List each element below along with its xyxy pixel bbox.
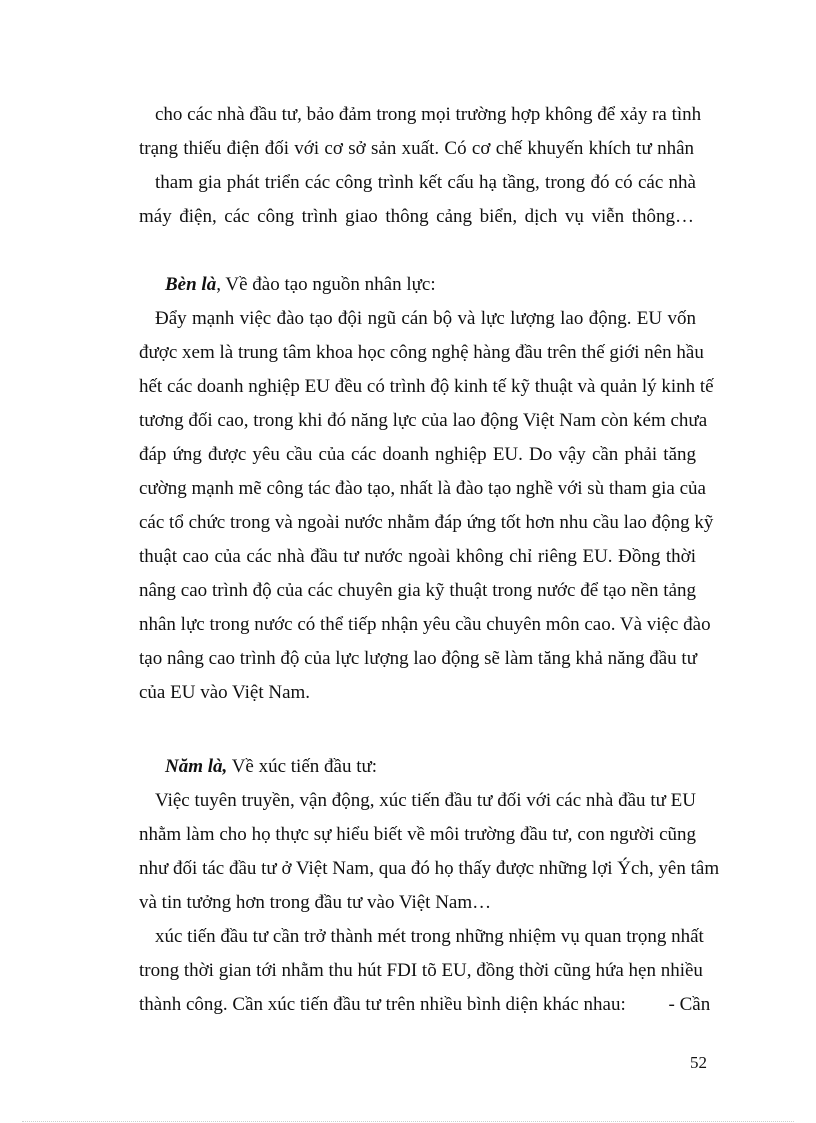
paragraph-line: tương đối cao, trong khi đó năng lực của lao động Việt Nam còn kém chưa bbox=[139, 410, 708, 431]
paragraph-line: nâng cao trình độ của các chuyên gia kỹ thuật trong nước để tạo nền tảng bbox=[139, 580, 696, 601]
section-heading-text: , Về đào tạo nguồn nhân lực: bbox=[216, 274, 436, 295]
paragraph-line: cho các nhà đầu tư, bảo đảm trong mọi trường hợp không để xảy ra tình bbox=[155, 104, 702, 125]
paragraph-line: xúc tiến đầu tư cần trở thành mét trong những nhiệm vụ quan trọng nhất bbox=[155, 926, 704, 947]
paragraph-line: nhân lực trong nước có thể tiếp nhận yêu cầu chuyên môn cao. Và việc đào bbox=[139, 614, 711, 635]
paragraph-line: trong thời gian tới nhằm thu hút FDI tõ EU, đồng thời cũng hứa hẹn nhiều bbox=[139, 960, 703, 981]
page-bottom-divider bbox=[22, 1121, 794, 1122]
paragraph-line: trạng thiếu điện đối với cơ sở sản xuất. Có cơ chế khuyến khích tư nhân bbox=[139, 138, 694, 159]
paragraph-line: Việc tuyên truyền, vận động, xúc tiến đầu tư đối với các nhà đầu tư EU bbox=[155, 790, 696, 811]
paragraph-line: Đẩy mạnh việc đào tạo đội ngũ cán bộ và lực lượng lao động. EU vốn bbox=[155, 308, 696, 329]
section-heading-three bbox=[165, 273, 565, 297]
paragraph-line: đáp ứng được yêu cầu của các doanh nghiệp EU. Do vậy cần phải tăng bbox=[139, 444, 696, 465]
paragraph-line: được xem là trung tâm khoa học công nghệ hàng đầu trên thế giới nên hầu bbox=[139, 342, 704, 363]
paragraph-line: hết các doanh nghiệp EU đều có trình độ kinh tế kỹ thuật và quản lý kinh tế bbox=[139, 376, 714, 397]
section-heading-text: Về xúc tiến đầu tư: bbox=[227, 756, 378, 777]
paragraph-line: như đối tác đầu tư ở Việt Nam, qua đó họ thấy được những lợi Ých, yên tâm bbox=[139, 858, 720, 879]
paragraph-line: thuật cao của các nhà đầu tư nước ngoài không chỉ riêng EU. Đồng thời bbox=[139, 546, 696, 567]
paragraph-line: máy điện, các công trình giao thông cảng biển, dịch vụ viễn thông… bbox=[139, 206, 694, 227]
paragraph-line: tham gia phát triển các công trình kết cấu hạ tầng, trong đó có các nhà bbox=[155, 172, 696, 193]
paragraph-line: của EU vào Việt Nam. bbox=[139, 682, 311, 703]
paragraph-line: thành công. Cần xúc tiến đầu tư trên nhiều bình diện khác nhau: - Cần bbox=[139, 994, 711, 1015]
section-heading-five bbox=[165, 755, 565, 779]
paragraph-line: và tin tưởng hơn trong đầu tư vào Việt Nam… bbox=[139, 892, 492, 913]
section-heading-label: Bèn là bbox=[165, 274, 217, 295]
paragraph-line: cường mạnh mẽ công tác đào tạo, nhất là đào tạo nghề với sù tham gia của bbox=[139, 478, 706, 499]
section-heading-label: Năm là, bbox=[165, 756, 228, 777]
paragraph-line: các tổ chức trong và ngoài nước nhằm đáp ứng tốt hơn nhu cầu lao động kỹ bbox=[139, 512, 714, 533]
paragraph-line: tạo nâng cao trình độ của lực lượng lao động sẽ làm tăng khả năng đầu tư bbox=[139, 648, 698, 669]
paragraph-line: nhằm làm cho họ thực sự hiểu biết về môi trường đầu tư, con người cũng bbox=[139, 824, 696, 845]
page-number: 52 bbox=[690, 1053, 707, 1072]
